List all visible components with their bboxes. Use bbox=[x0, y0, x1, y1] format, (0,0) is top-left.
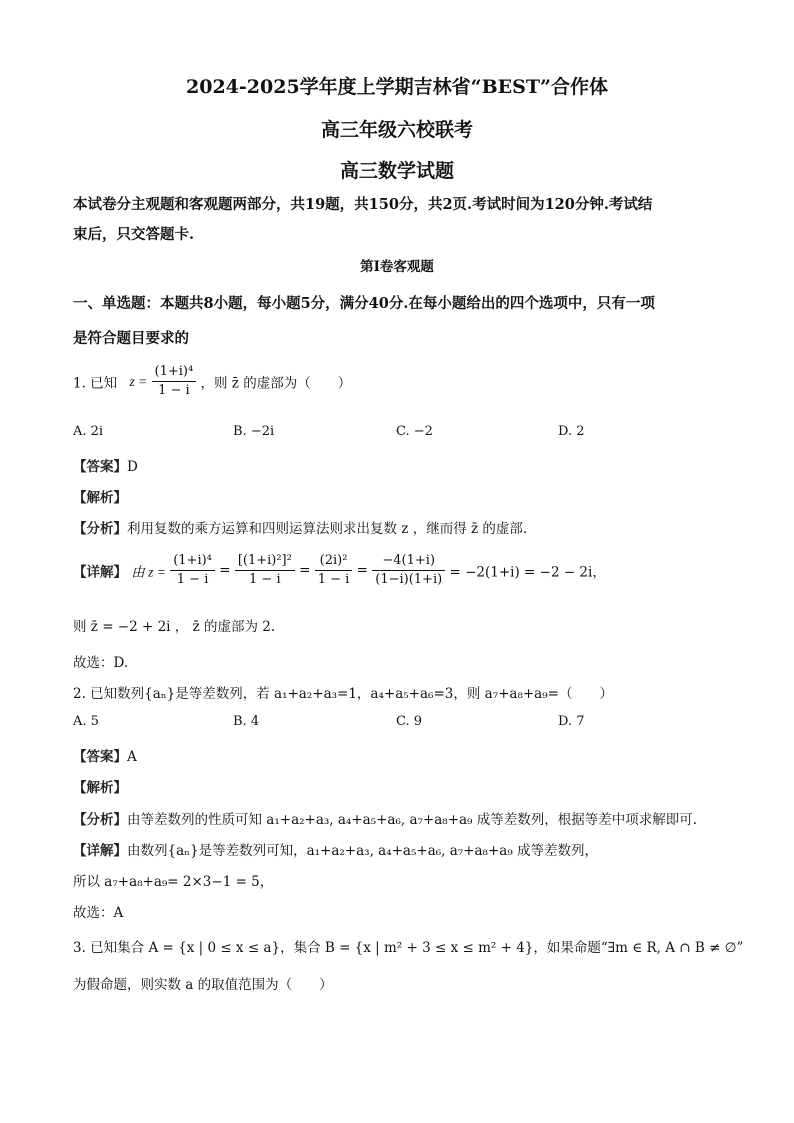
q1-answer-value: D bbox=[127, 459, 138, 475]
q1-xj-f1-num: (1+i)⁴ bbox=[170, 552, 215, 571]
q1-fraction bbox=[152, 363, 197, 400]
q2-xiangjie-tag: 【详解】 bbox=[73, 843, 127, 859]
q2-answer-value: A bbox=[127, 749, 137, 765]
q1-fraction-num: (1+i)⁴ bbox=[152, 363, 197, 382]
q1-answer-tag: 【答案】 bbox=[73, 459, 127, 475]
q2-option-a: A. 5 bbox=[73, 714, 99, 729]
q1-fenxi bbox=[73, 517, 527, 537]
part-instruction-line-1: 一、单选题：本题共8小题，每小题5分，满分40分.在每小题给出的四个选项中，只有一项 bbox=[73, 295, 655, 312]
q2-stem: 2. 已知数列{aₙ}是等差数列，若 a₁+a₂+a₃=1，a₄+a₅+a₆=3，则 a₇+a₈+a₉=（ ） bbox=[73, 686, 613, 702]
q1-xj-fraction-2 bbox=[235, 552, 295, 589]
q1-xj-fraction-4 bbox=[372, 552, 445, 589]
q1-suffix: ，则 z̄ 的虚部为（ ） bbox=[200, 375, 352, 392]
intro-line-2: 束后，只交答题卡. bbox=[73, 226, 195, 243]
q3-stem-line-1: 3. 已知集合 A = {x | 0 ≤ x ≤ a}，集合 B = {x | m² + 3 ≤ x ≤ m² + 4}，如果命题“∃m ∈ R, A ∩ B ≠ ∅” bbox=[73, 940, 744, 956]
q2-option-b: B. 4 bbox=[233, 714, 260, 729]
q1-xj-f2-den: 1 − i bbox=[249, 572, 281, 587]
q2-xiangjie bbox=[73, 839, 598, 859]
q1-analysis-tag: 【解析】 bbox=[73, 490, 127, 506]
q1-answer bbox=[73, 455, 138, 475]
q2-answer bbox=[73, 745, 137, 765]
q2-option-d: D. 7 bbox=[558, 714, 585, 729]
q1-choose: 故选：D. bbox=[73, 655, 129, 671]
section-title: 第I卷客观题 bbox=[360, 259, 434, 275]
q1-xj-f2-num: [(1+i)²]² bbox=[235, 552, 295, 571]
q1-fenxi-tag: 【分析】 bbox=[73, 521, 127, 537]
q1-z-eq: z = bbox=[129, 373, 148, 389]
q1-xj-f1-den: 1 − i bbox=[176, 572, 209, 587]
exam-subtitle: 高三年级六校联考 bbox=[320, 119, 473, 141]
q1-xj-f4-num: −4(1+i) bbox=[372, 552, 445, 571]
exam-title: 2024-2025学年度上学期吉林省“BEST”合作体 bbox=[186, 76, 608, 98]
q1-xiangjie: 【详解】 由 z = $\frac{\text{(1+i)⁴}}{1 - i}$ = $\frac{\text{[(1+i)²]²}}{1 - i}$ = $\frac{\text{(2i)²}}{1 - i}$ = $\frac{-4(1+i)}{(1-i)(1+i)}$ = −2(1+i) = −2 − 2i， bbox=[73, 553, 606, 587]
q1-xj-f3-num: (2i)² bbox=[315, 552, 353, 571]
q1-xiangjie-tag: 【详解】 bbox=[73, 564, 127, 581]
q1-option-c: C. −2 bbox=[396, 424, 433, 439]
q2-answer-tag: 【答案】 bbox=[73, 749, 127, 765]
q1-xj-fraction-1 bbox=[170, 552, 215, 589]
q1-prefix: 1. 已知 bbox=[73, 375, 118, 392]
part-instruction-line-2: 是符合题目要求的 bbox=[73, 330, 189, 347]
q1-option-d: D. 2 bbox=[558, 424, 585, 439]
q1-xj-f4-den: (1−i)(1+i) bbox=[375, 572, 443, 587]
q1-option-a: A. 2i bbox=[73, 424, 104, 439]
q2-choose: 故选：A bbox=[73, 905, 124, 921]
intro-line-1: 本试卷分主观题和客观题两部分，共19题，共150分，共2页.考试时间为120分钟.考试结 bbox=[73, 196, 653, 213]
q2-analysis-tag: 【解析】 bbox=[73, 780, 127, 796]
q1-xj-fraction-3 bbox=[315, 552, 353, 589]
q1-fraction-den: 1 − i bbox=[158, 383, 190, 398]
q1-then: 则 z̄ = −2 + 2i ， z̄ 的虚部为 2. bbox=[73, 619, 276, 635]
q2-fenxi bbox=[73, 808, 697, 828]
q1-xj-f3-den: 1 − i bbox=[317, 572, 350, 587]
q2-option-c: C. 9 bbox=[396, 714, 423, 729]
q2-xiangjie-text: 由数列{aₙ}是等差数列可知，a₁+a₂+a₃, a₄+a₅+a₆, a₇+a₈+a₉ 成等差数列， bbox=[127, 843, 599, 859]
exam-subject-title: 高三数学试题 bbox=[339, 160, 454, 182]
q3-stem-line-2: 为假命题，则实数 a 的取值范围为（ ） bbox=[73, 977, 333, 993]
q1-option-b: B. −2i bbox=[233, 424, 275, 439]
q2-fenxi-text: 由等差数列的性质可知 a₁+a₂+a₃, a₄+a₅+a₆, a₇+a₈+a₉ 成等差数列，根据等差中项求解即可. bbox=[127, 812, 698, 828]
q1-xj-tail: = −2(1+i) = −2 − 2i， bbox=[449, 564, 606, 581]
q2-fenxi-tag: 【分析】 bbox=[73, 812, 127, 828]
q1-xj-prefix: 由 z = bbox=[131, 564, 166, 580]
q2-so: 所以 a₇+a₈+a₉= 2×3−1 = 5， bbox=[73, 874, 274, 890]
q1-fenxi-text: 利用复数的乘方运算和四则运算法则求出复数 z ，继而得 z̄ 的虚部. bbox=[127, 521, 528, 537]
q1-stem bbox=[73, 363, 351, 400]
